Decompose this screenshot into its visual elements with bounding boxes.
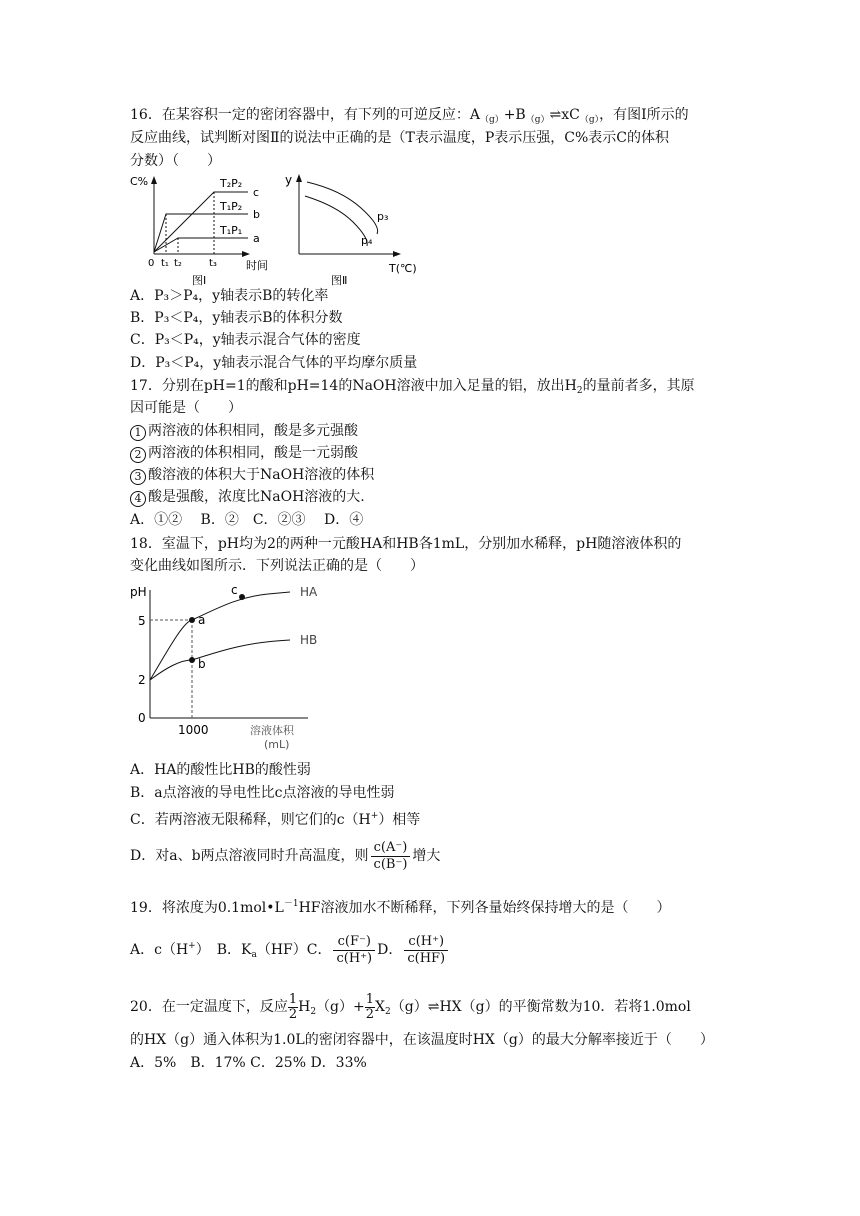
q18-xunit: (mL)	[264, 738, 290, 751]
fig1-curve-b-label: T₁P₂	[220, 200, 243, 213]
q17-line1: 17．分别在pH=1的酸和pH=14的NaOH溶液中加入足量的铝，放出$H_2$的量前者多，其原	[130, 378, 695, 396]
fig1-tick-t3: t₃	[209, 258, 217, 269]
q16-line3: 分数）（ ）	[130, 153, 221, 169]
q18-tick-1000: 1000	[178, 723, 209, 737]
q18-point-c	[239, 594, 245, 600]
q20-line1: 20．在一定温度下，反应 $\frac{1}{2}$ $H_2(g)+$ $\frac{1}{2}$ $X_2(g)\rightleftharpoons HX(g)$的平衡常数为10．若将1.0mol	[130, 991, 691, 1022]
q18-option-a: A．HA的酸性比HB的酸性弱	[130, 762, 311, 778]
fig2-curve-p3	[307, 182, 378, 234]
q18-option-d: D．对a、b两点溶液同时升高温度，则 $\frac{c(A^-)}{c(B^-)}$ 增大	[130, 839, 441, 872]
q16-line2: 反应曲线，试判断对图Ⅱ的说法中正确的是（T表示温度，P表示压强，C%表示C的体积	[130, 130, 669, 146]
q17-item-4: 4 酸是强酸，浓度比NaOH溶液的大.	[130, 487, 365, 507]
fig2-curve-p4	[305, 196, 367, 246]
fig1-tick-t2: t₂	[174, 258, 182, 269]
q17-options: A．①② B．② C．②③ D．④	[130, 512, 364, 528]
fig1-c: c	[253, 186, 260, 199]
fig2-xlabel: T(℃)	[389, 262, 417, 275]
q16-line1: 16．在某容积一定的密闭容器中，有下列的可逆反应：$A_{(g)}+B_{(g)}\rightleftharpoons xC_{(g)}$，有图Ⅰ所示的	[130, 107, 689, 125]
q18-line1: 18．室温下，pH均为2的两种一元酸HA和HB各1mL，分别加水稀释，pH随溶液体积的	[130, 536, 682, 552]
fig2-caption: 图Ⅱ	[331, 274, 348, 287]
fig2-p3: p₃	[377, 210, 389, 223]
q16-option-b: B．P₃＜P₄，y轴表示B的体积分数	[130, 310, 343, 326]
fig2-p4: p₄	[361, 234, 373, 247]
q18-label-a: a	[198, 613, 206, 627]
fig1-ylabel: C%	[130, 175, 149, 188]
q18-curve-HB	[150, 640, 290, 680]
fig1-xlabel: 时间	[246, 259, 268, 272]
fig1-curve-a-label: T₁P₁	[220, 224, 243, 237]
q18-tick-5: 5	[138, 614, 146, 628]
q18-option-c: C．若两溶液无限稀释，则它们的c（H+）相等	[130, 811, 421, 828]
q20-line2: 的HX（g）通入体积为1.0L的密闭容器中，在该温度时HX（g）的最大分解率接近于（ ）	[130, 1032, 714, 1048]
q18-label-HB: HB	[300, 633, 318, 647]
q18-chart	[128, 580, 328, 755]
fig1-caption: 图Ⅰ	[192, 274, 207, 287]
fig1-a: a	[253, 232, 260, 245]
q18-point-b	[189, 657, 195, 663]
q19-line1: 19．将浓度为$0.1mol•L^{-1}HF$溶液加水不断稀释，下列各量始终保持增大的是（ ）	[130, 899, 671, 916]
fig1-curve-a	[154, 238, 248, 252]
fig1-b: b	[253, 208, 260, 221]
q19-options: A．c（H+） B．$K_a(HF)C$． $\frac{c(F^-)}{c(H^+)}$ D． $\frac{c(H^+)}{c(HF)}$	[130, 928, 450, 973]
fig1-curve-c-label: T₂P₂	[220, 177, 243, 190]
fig1-tick-0: 0	[148, 258, 155, 269]
q18-tick-0: 0	[138, 711, 146, 725]
q18-label-HA: HA	[300, 585, 318, 599]
q18-tick-2: 2	[138, 673, 146, 687]
q18-xlabel: 溶液体积	[250, 724, 294, 737]
q19-d-fraction: $\frac{c(H^+)}{c(HF)}$	[404, 934, 448, 967]
q18-d-fraction: $\frac{c(A^-)}{c(B^-)}$	[371, 840, 411, 873]
q20-options: A．5% B．17% C．25% D．33%	[130, 1055, 367, 1071]
q17-item-3: 3 酸溶液的体积大于NaOH溶液的体积	[130, 465, 374, 485]
q18-line2: 变化曲线如图所示．下列说法正确的是（ ）	[130, 558, 424, 574]
q18-label-c: c	[231, 583, 238, 597]
fig1-tick-t1: t₁	[161, 258, 169, 269]
q18-option-b: B．a点溶液的导电性比c点溶液的导电性弱	[130, 785, 395, 801]
q19-c-fraction: $\frac{c(F^-)}{c(H^+)}$	[333, 934, 375, 967]
q17-line2: 因可能是（ ）	[130, 400, 242, 416]
figure-1	[128, 172, 278, 290]
q16-option-c: C．P₃＜P₄，y轴表示混合气体的密度	[130, 332, 361, 348]
q16-option-a: A．P₃＞P₄，y轴表示B的转化率	[130, 288, 329, 304]
fig2-ylabel: y	[285, 173, 293, 187]
q18-point-a	[189, 617, 195, 623]
figure-2	[285, 172, 425, 290]
q17-item-1: 1 两溶液的体积相同，酸是多元强酸	[130, 421, 358, 441]
q18-ylabel: pH	[130, 585, 147, 599]
q18-label-b: b	[198, 657, 206, 671]
q16-option-d: D．P₃＜P₄，y轴表示混合气体的平均摩尔质量	[130, 355, 418, 371]
q17-item-2: 2 两溶液的体积相同，酸是一元弱酸	[130, 443, 358, 463]
